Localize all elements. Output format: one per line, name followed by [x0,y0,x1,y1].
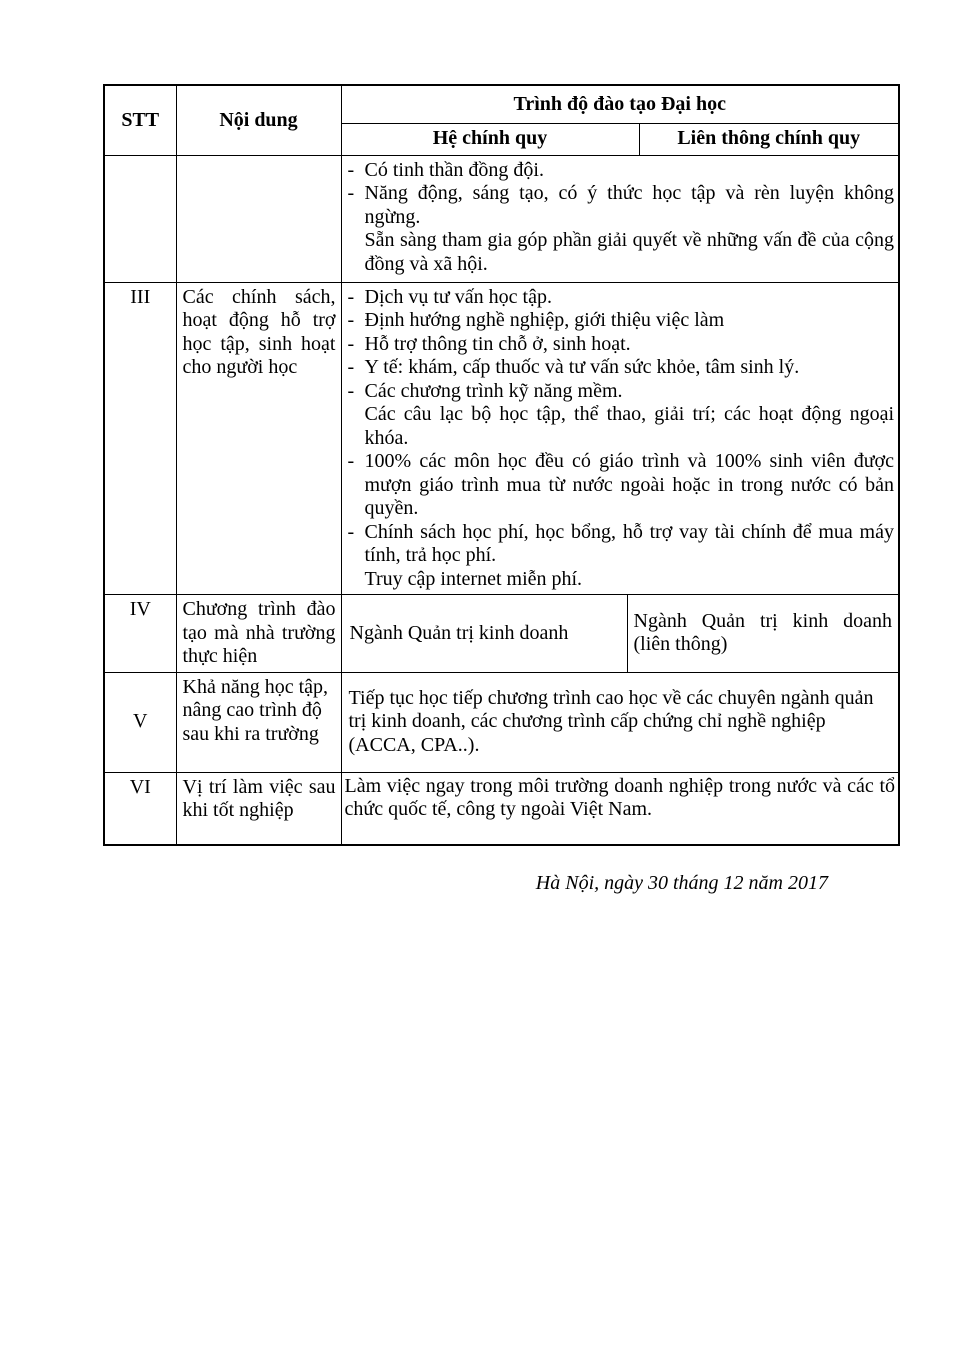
date-line: Hà Nội, ngày 30 tháng 12 năm 2017 [535,872,828,894]
noi-dung-cell-empty [176,155,341,282]
bullet-item [342,521,895,568]
bullet-text: Năng động, sáng tạo, có ý thức học tập và rèn luyện không ngừng. [364,182,894,228]
bullet-item [342,450,895,521]
bullet-text: 100% các môn học đều có giáo trình và 100% sinh viên được mượn giáo trình mua từ nước ngoài hoặc in trong nước có bản quyền. [364,450,894,519]
stt-cell-iv: IV [104,595,176,673]
header-row-1 [104,85,899,123]
table-row-continuation [104,155,899,282]
bullet-text: Các câu lạc bộ học tập, thể thao, giải trí; các hoạt động ngoại khóa. [364,403,894,449]
bullet-item [342,356,895,380]
bullet-text: Dịch vụ tư vấn học tập. [364,285,552,308]
dash-marker: - [347,182,355,204]
stt-cell-empty [104,155,176,282]
bullet-item [342,568,895,592]
content-cell-iii [341,282,899,595]
bullet-text: Chính sách học phí, học bổng, hỗ trợ vay tài chính để mua máy tính, trả học phí. [364,520,894,566]
dash-marker [342,568,365,592]
dash-marker [342,229,365,276]
noi-dung-cell-iv: Chương trình đào tạo mà nhà trường thực hiện [176,595,341,673]
stt-cell-v: V [104,672,176,772]
bullet-item [342,182,895,229]
dash-marker: - [347,520,355,543]
table-row-vi [104,772,899,845]
bullet-item [342,309,895,333]
bullet-item [342,159,895,183]
bullet-item [342,229,895,276]
he-chinh-quy-cell-iv: Ngành Quản trị kinh doanh [341,595,627,673]
bullet-item [342,403,895,450]
stt-cell-iii: III [104,282,176,595]
bullet-item [342,333,895,357]
dash-marker: - [347,356,355,378]
noi-dung-cell-vi: Vị trí làm việc sau khi tốt nghiệp [176,772,341,845]
dash-marker [342,403,365,450]
bullet-text: Có tinh thần đồng đội. [364,158,544,181]
table-row-iv [104,595,899,673]
header-he-chinh-quy: Hệ chính quy [341,123,639,155]
bullet-text: Sẵn sàng tham gia góp phần giải quyết về những vấn đề của cộng đồng và xã hội. [364,229,894,275]
table-row-iii [104,282,899,595]
bullet-text: Truy cập internet miễn phí. [364,567,583,590]
dash-marker: - [347,450,355,472]
dash-marker: - [347,379,355,402]
noi-dung-cell-iii: Các chính sách, hoạt động hỗ trợ học tập, sinh hoạt cho người học [176,282,341,595]
dash-marker: - [347,158,355,181]
dash-marker: - [347,332,355,355]
content-cell-continuation [341,155,899,282]
bullet-item [342,380,895,404]
bullet-text: Định hướng nghề nghiệp, giới thiệu việc làm [364,309,725,331]
training-program-table [103,84,900,846]
header-noi-dung: Nội dung [176,85,341,155]
bullet-item [342,286,895,310]
content-cell-v: Tiếp tục học tiếp chương trình cao học về các chuyên ngành quản trị kinh doanh, các chương trình cấp chứng chỉ nghề nghiệp (ACCA, CPA..). [341,672,899,772]
dash-marker: - [347,285,355,308]
stt-cell-vi: VI [104,772,176,845]
bullet-text: Hỗ trợ thông tin chỗ ở, sinh hoạt. [364,332,631,355]
lien-thong-cell-iv: Ngành Quản trị kinh doanh (liên thông) [627,595,899,673]
dash-marker: - [347,309,355,331]
bullet-text: Các chương trình kỹ năng mềm. [364,379,623,402]
noi-dung-cell-v: Khả năng học tập, nâng cao trình độ sau khi ra trường [176,672,341,772]
content-cell-vi: Làm việc ngay trong môi trường doanh nghiệp trong nước và các tổ chức quốc tế, công ty ngoài Việt Nam. [341,772,899,845]
header-stt: STT [104,85,176,155]
header-group-trinh-do: Trình độ đào tạo Đại học [341,85,899,123]
bullet-text: Y tế: khám, cấp thuốc và tư vấn sức khỏe, tâm sinh lý. [364,356,800,378]
table-row-v [104,672,899,772]
header-lien-thong: Liên thông chính quy [639,123,899,155]
